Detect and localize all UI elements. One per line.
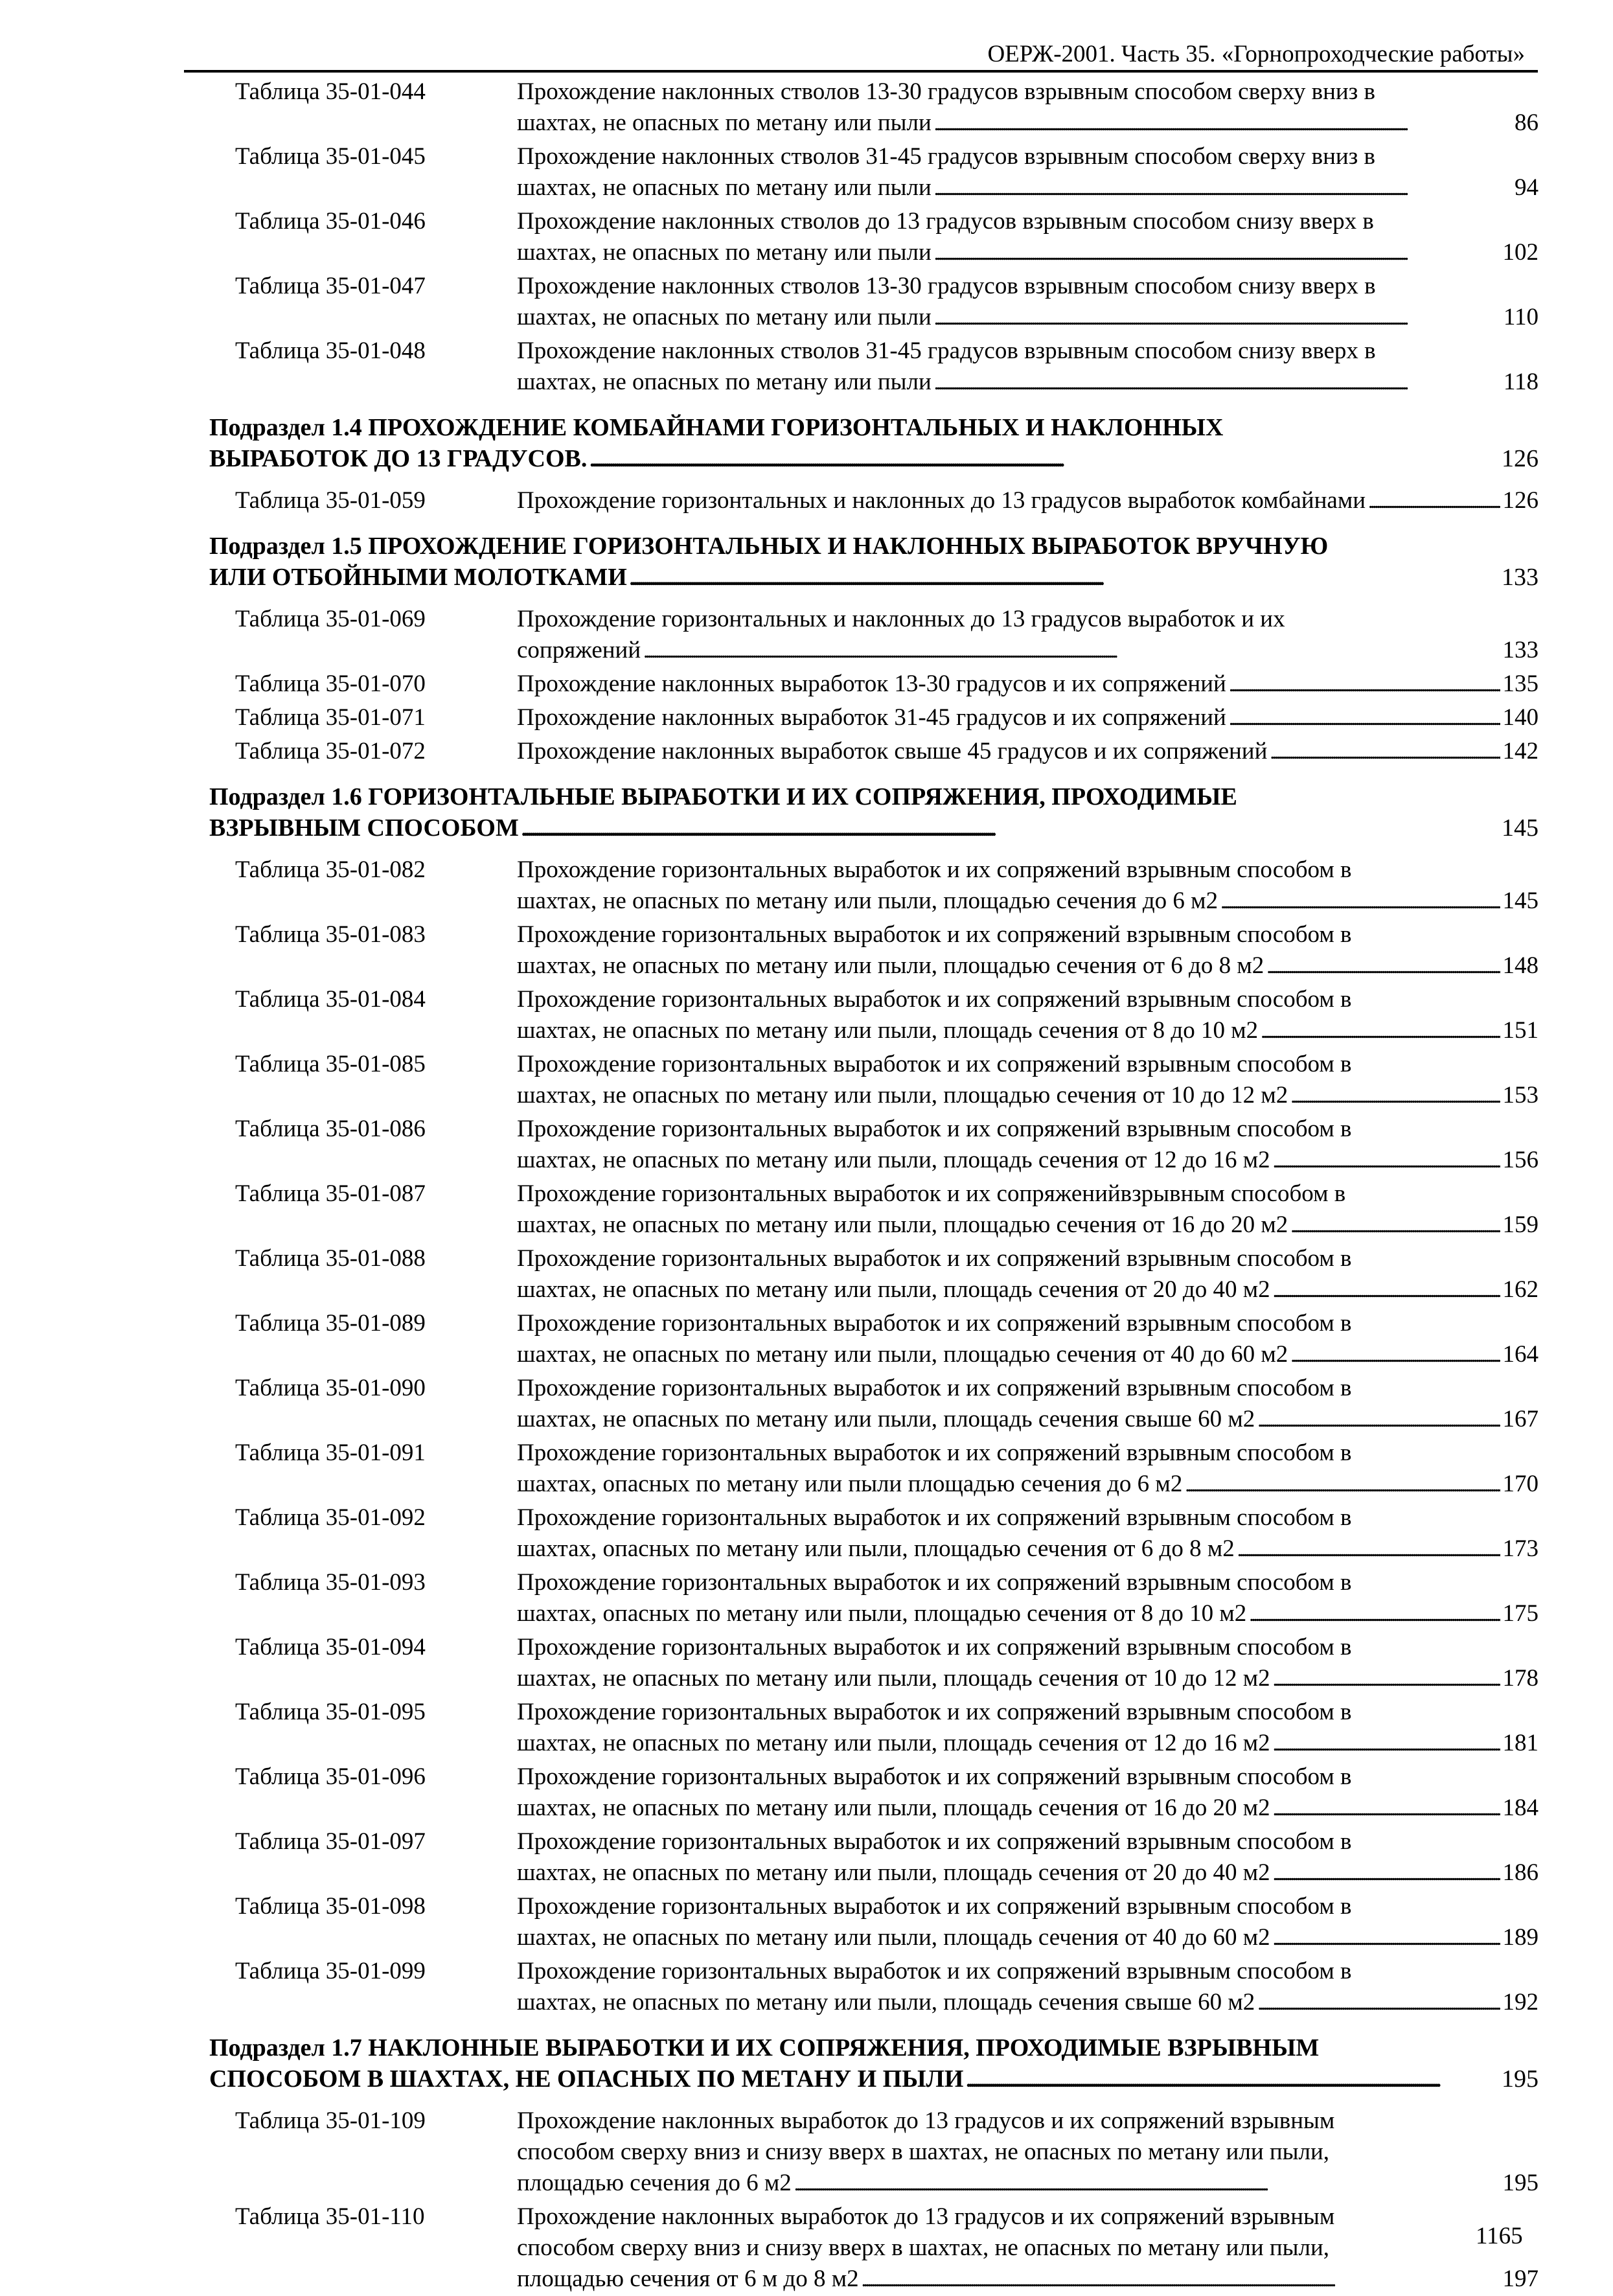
entry-title-line: Прохождение наклонных стволов до 13 градусов взрывным способом снизу вверх в [517, 208, 1374, 235]
toc-entry-link[interactable] [517, 1210, 1539, 1242]
entry-page-ref: 186 [1502, 1859, 1539, 1886]
entry-title-line: шахтах, не опасных по метану или пыли, площадь сечения свыше 60 м2 [517, 1406, 1255, 1432]
dot-leader [1185, 1469, 1500, 1501]
toc-entry-link[interactable] [517, 886, 1539, 918]
entry-title [517, 2201, 1539, 2296]
entry-title-line: Прохождение горизонтальных и наклонных до 13 градусов выработок комбайнами [517, 487, 1366, 514]
entry-title-line: Прохождение горизонтальных выработок и их сопряжений взрывным способом в [517, 986, 1352, 1013]
dot-leader [589, 443, 1499, 476]
entry-title [517, 1826, 1539, 1890]
table-code: Таблица 35-01-093 [235, 1569, 426, 1596]
entry-page-ref: 164 [1502, 1341, 1539, 1368]
toc-section [209, 412, 1539, 476]
toc-entry [209, 1178, 1539, 1242]
entry-page-ref: 184 [1502, 1795, 1539, 1821]
dot-leader [1220, 886, 1500, 918]
toc-entry-link[interactable] [517, 485, 1539, 518]
entry-title [517, 736, 1539, 768]
toc-entry [209, 1826, 1539, 1890]
running-title: ОЕРЖ-2001. Часть 35. «Горнопроходческие работы» [987, 41, 1525, 67]
toc-entry [209, 702, 1539, 735]
dot-leader [643, 635, 1500, 667]
entry-title [517, 1438, 1539, 1501]
entry-page-ref: 178 [1502, 1665, 1539, 1692]
toc-entry-link[interactable] [517, 1728, 1539, 1760]
entry-title [517, 1243, 1539, 1307]
toc-entry [209, 855, 1539, 918]
toc-entry-link[interactable] [517, 2168, 1539, 2200]
dot-leader [1290, 1339, 1500, 1372]
entry-page-ref: 142 [1502, 738, 1539, 764]
entry-page-ref: 110 [1503, 304, 1539, 330]
entry-title-line: шахтах, не опасных по метану или пыли [517, 304, 932, 330]
entry-title-line: шахтах, не опасных по метану или пыли, площадь сечения свыше 60 м2 [517, 1989, 1255, 2015]
entry-title-line: Прохождение наклонных выработок 13-30 градусов и их сопряжений [517, 671, 1226, 697]
section-title-line: ВЫРАБОТОК ДО 13 ГРАДУСОВ. [209, 445, 588, 472]
entry-title-line: шахтах, не опасных по метану или пыли, площадью сечения от 10 до 12 м2 [517, 1082, 1288, 1108]
entry-title-line: Прохождение горизонтальных выработок и их сопряжений взрывным способом в [517, 1958, 1352, 1984]
entry-title-line: Прохождение наклонных выработок свыше 45 градусов и их сопряжений [517, 738, 1268, 764]
toc-entry [209, 1502, 1539, 1566]
table-code: Таблица 35-01-046 [235, 208, 426, 235]
toc-entry [209, 2106, 1539, 2200]
toc-entry-link[interactable] [517, 1987, 1539, 2019]
section-title-line: Подраздел 1.5 ПРОХОЖДЕНИЕ ГОРИЗОНТАЛЬНЫХ И НАКЛОННЫХ ВЫРАБОТОК ВРУЧНУЮ [209, 533, 1329, 560]
toc-entry-link[interactable] [517, 302, 1539, 334]
toc-section-link[interactable] [209, 812, 1539, 845]
dot-leader [1249, 1598, 1500, 1631]
toc-entry-link[interactable] [517, 1274, 1539, 1307]
toc-entry-link[interactable] [517, 1015, 1539, 1048]
toc-section-link[interactable] [209, 2063, 1539, 2096]
section-page-ref: 145 [1502, 814, 1539, 842]
dot-leader [1257, 1987, 1500, 2019]
table-code: Таблица 35-01-089 [235, 1310, 426, 1337]
toc-entry-link[interactable] [517, 367, 1539, 399]
entry-title-line: Прохождение горизонтальных выработок и их сопряжений взрывным способом в [517, 1116, 1352, 1142]
entry-title-line: шахтах, не опасных по метану или пыли, площадь сечения от 16 до 20 м2 [517, 1795, 1270, 1821]
dot-leader [1368, 485, 1500, 518]
entry-title [517, 2106, 1539, 2200]
entry-title-line: Прохождение горизонтальных выработок и их сопряжений взрывным способом в [517, 1375, 1352, 1401]
dot-leader [934, 172, 1512, 205]
entry-title-line: Прохождение горизонтальных выработок и их сопряжений взрывным способом в [517, 1569, 1352, 1596]
toc-entry-link[interactable] [517, 1404, 1539, 1436]
entry-title [517, 76, 1539, 140]
entry-title-line: шахтах, не опасных по метану или пыли, площадь сечения от 10 до 12 м2 [517, 1665, 1270, 1692]
toc-entry-link[interactable] [517, 1857, 1539, 1890]
entry-title-line: Прохождение горизонтальных выработок и их сопряжений взрывным способом в [517, 1763, 1352, 1790]
entry-page-ref: 159 [1502, 1211, 1539, 1238]
entry-title-line: Прохождение наклонных стволов 13-30 градусов взрывным способом сверху вниз в [517, 78, 1376, 105]
dot-leader [1270, 736, 1500, 768]
running-header [184, 34, 1538, 73]
toc-entry [209, 669, 1539, 701]
entry-title [517, 1049, 1539, 1112]
entry-title-line: площадью сечения до 6 м2 [517, 2170, 792, 2196]
toc-entry [209, 206, 1539, 270]
table-code: Таблица 35-01-098 [235, 1893, 426, 1920]
entry-title-line: шахтах, не опасных по метану или пыли [517, 369, 932, 395]
entry-title-line: Прохождение горизонтальных выработок и их сопряжений взрывным способом в [517, 1828, 1352, 1855]
entry-title-line: шахтах, не опасных по метану или пыли, площадью сечения до 6 м2 [517, 888, 1218, 914]
dot-leader [934, 108, 1512, 140]
entry-page-ref: 197 [1502, 2266, 1539, 2292]
toc-entry-link[interactable] [517, 1080, 1539, 1112]
entry-title-line: шахтах, опасных по метану или пыли площадью сечения до 6 м2 [517, 1471, 1183, 1497]
dot-leader [1229, 669, 1500, 701]
table-code: Таблица 35-01-096 [235, 1763, 426, 1790]
entry-title-line: шахтах, не опасных по метану или пыли, площадью сечения от 40 до 60 м2 [517, 1341, 1288, 1368]
table-code: Таблица 35-01-069 [235, 606, 426, 632]
table-code: Таблица 35-01-092 [235, 1504, 426, 1531]
entry-title-line: площадью сечения от 6 м до 8 м2 [517, 2266, 859, 2292]
toc-entry-link[interactable] [517, 1339, 1539, 1372]
toc-entry [209, 919, 1539, 983]
toc-entry [209, 1891, 1539, 1955]
entry-page-ref: 167 [1502, 1406, 1539, 1432]
entry-title-line: шахтах, не опасных по метану или пыли, площадью сечения от 6 до 8 м2 [517, 952, 1264, 979]
entry-title-line: Прохождение горизонтальных выработок и их сопряжений взрывным способом в [517, 1893, 1352, 1920]
dot-leader [1273, 1663, 1500, 1695]
entry-title-line: Прохождение горизонтальных выработок и их сопряжений взрывным способом в [517, 856, 1352, 883]
toc-entry-link[interactable] [517, 1533, 1539, 1566]
toc-entry [209, 485, 1539, 518]
table-code: Таблица 35-01-045 [235, 143, 426, 170]
entry-title [517, 702, 1539, 735]
entry-title-line: Прохождение горизонтальных выработок и их сопряжений взрывным способом в [517, 1634, 1352, 1660]
entry-page-ref: 181 [1502, 1730, 1539, 1756]
entry-page-ref: 153 [1502, 1082, 1539, 1108]
section-title-line: Подраздел 1.4 ПРОХОЖДЕНИЕ КОМБАЙНАМИ ГОРИЗОНТАЛЬНЫХ И НАКЛОННЫХ [209, 414, 1224, 441]
entry-title-line: шахтах, не опасных по метану или пыли [517, 239, 932, 266]
table-code: Таблица 35-01-047 [235, 273, 426, 299]
entry-title-line: Прохождение горизонтальных выработок и их сопряженийвзрывным способом в [517, 1180, 1346, 1207]
entry-title-line: сопряжений [517, 637, 641, 663]
entry-title [517, 1956, 1539, 2019]
entry-page-ref: 126 [1502, 487, 1539, 514]
entry-page-ref: 175 [1502, 1600, 1539, 1627]
entry-page-ref: 118 [1503, 369, 1539, 395]
entry-title [517, 1502, 1539, 1566]
entry-title-line: шахтах, не опасных по метану или пыли, площадь сечения от 20 до 40 м2 [517, 1276, 1270, 1303]
dot-leader [934, 302, 1501, 334]
dot-leader [1257, 1404, 1500, 1436]
dot-leader [630, 562, 1499, 595]
table-code: Таблица 35-01-082 [235, 856, 426, 883]
entry-page-ref: 156 [1502, 1147, 1539, 1173]
entry-title-line: Прохождение наклонных стволов 13-30 градусов взрывным способом снизу вверх в [517, 273, 1376, 299]
entry-title-line: Прохождение горизонтальных и наклонных до 13 градусов выработок и их [517, 606, 1285, 632]
entry-title [517, 604, 1539, 667]
toc-entry [209, 1114, 1539, 1177]
entry-title-line: Прохождение наклонных выработок до 13 градусов и их сопряжений взрывным [517, 2203, 1335, 2230]
dot-leader [1273, 1274, 1500, 1307]
entry-title-line: способом сверху вниз и снизу вверх в шахтах, не опасных по метану или пыли, [517, 2139, 1330, 2165]
toc-entry-link[interactable] [517, 1469, 1539, 1501]
entry-title [517, 1632, 1539, 1695]
entry-title-line: шахтах, не опасных по метану или пыли [517, 109, 932, 136]
table-code: Таблица 35-01-071 [235, 704, 426, 731]
dot-leader [862, 2264, 1500, 2296]
entry-page-ref: 102 [1502, 239, 1539, 266]
entry-title [517, 1891, 1539, 1955]
toc-entry-link[interactable] [517, 1145, 1539, 1177]
table-code: Таблица 35-01-097 [235, 1828, 426, 1855]
section-page-ref: 133 [1502, 564, 1539, 591]
entry-page-ref: 170 [1502, 1471, 1539, 1497]
entry-title-line: шахтах, опасных по метану или пыли, площадью сечения от 6 до 8 м2 [517, 1535, 1235, 1562]
dot-leader [1261, 1015, 1500, 1048]
entry-title-line: способом сверху вниз и снизу вверх в шахтах, не опасных по метану или пыли, [517, 2234, 1330, 2261]
toc-entry [209, 1438, 1539, 1501]
toc-entry-link[interactable] [517, 237, 1539, 270]
toc-section [209, 781, 1539, 845]
entry-page-ref: 162 [1502, 1276, 1539, 1303]
table-code: Таблица 35-01-109 [235, 2107, 426, 2134]
table-code: Таблица 35-01-088 [235, 1245, 426, 1272]
entry-page-ref: 140 [1502, 704, 1539, 731]
entry-title [517, 855, 1539, 918]
table-code: Таблица 35-01-048 [235, 338, 426, 364]
toc-entry [209, 1243, 1539, 1307]
toc-section [209, 2032, 1539, 2096]
toc-entry [209, 76, 1539, 140]
table-code: Таблица 35-01-087 [235, 1180, 426, 1207]
toc-entry-link[interactable] [517, 702, 1539, 735]
entry-title-line: Прохождение горизонтальных выработок и их сопряжений взрывным способом в [517, 1245, 1352, 1272]
entry-title-line: Прохождение наклонных стволов 31-45 градусов взрывным способом снизу вверх в [517, 338, 1376, 364]
toc-entry-link[interactable] [517, 669, 1539, 701]
entry-title [517, 1697, 1539, 1760]
entry-title [517, 485, 1539, 518]
dot-leader [1273, 1145, 1500, 1177]
table-code: Таблица 35-01-070 [235, 671, 426, 697]
toc-section-link[interactable] [209, 443, 1539, 476]
entry-page-ref: 135 [1502, 671, 1539, 697]
entry-page-ref: 86 [1515, 109, 1539, 136]
toc-section [209, 531, 1539, 595]
entry-title [517, 669, 1539, 701]
toc-entry-link[interactable] [517, 736, 1539, 768]
toc-entry [209, 604, 1539, 667]
toc-entry [209, 984, 1539, 1048]
entry-page-ref: 173 [1502, 1535, 1539, 1562]
dot-leader [1229, 702, 1500, 735]
table-code: Таблица 35-01-099 [235, 1958, 426, 1984]
dot-leader [1273, 1728, 1500, 1760]
entry-title-line: шахтах, не опасных по метану или пыли [517, 174, 932, 201]
toc-entry-link[interactable] [517, 1922, 1539, 1955]
entry-title [517, 1114, 1539, 1177]
table-of-contents [209, 76, 1539, 2296]
table-code: Таблица 35-01-090 [235, 1375, 426, 1401]
section-title-line: Подраздел 1.7 НАКЛОННЫЕ ВЫРАБОТКИ И ИХ СОПРЯЖЕНИЯ, ПРОХОДИМЫЕ ВЗРЫВНЫМ [209, 2034, 1320, 2061]
page-number: 1165 [1476, 2223, 1523, 2249]
entry-title [517, 141, 1539, 205]
table-code: Таблица 35-01-085 [235, 1051, 426, 1077]
toc-entry-link[interactable] [517, 172, 1539, 205]
entry-title-line: шахтах, не опасных по метану или пыли, площадью сечения от 16 до 20 м2 [517, 1211, 1288, 1238]
toc-entry-link[interactable] [517, 1793, 1539, 1825]
entry-page-ref: 145 [1502, 888, 1539, 914]
entry-page-ref: 148 [1502, 952, 1539, 979]
dot-leader [1266, 950, 1500, 983]
table-code: Таблица 35-01-084 [235, 986, 426, 1013]
entry-title [517, 1308, 1539, 1372]
entry-title-line: Прохождение горизонтальных выработок и их сопряжений взрывным способом в [517, 1504, 1352, 1531]
entry-page-ref: 94 [1515, 174, 1539, 201]
section-title-line: СПОСОБОМ В ШАХТАХ, НЕ ОПАСНЫХ ПО МЕТАНУ И ПЫЛИ [209, 2065, 964, 2093]
toc-section-link[interactable] [209, 562, 1539, 595]
entry-page-ref: 195 [1502, 2170, 1539, 2196]
table-code: Таблица 35-01-094 [235, 1634, 426, 1660]
entry-title-line: шахтах, не опасных по метану или пыли, площадь сечения от 20 до 40 м2 [517, 1859, 1270, 1886]
dot-leader [1290, 1080, 1500, 1112]
dot-leader [1237, 1533, 1500, 1566]
dot-leader [521, 812, 1499, 845]
entry-title [517, 336, 1539, 399]
table-code: Таблица 35-01-059 [235, 487, 426, 514]
entry-title-line: Прохождение горизонтальных выработок и их сопряжений взрывным способом в [517, 1310, 1352, 1337]
entry-title [517, 1373, 1539, 1436]
entry-page-ref: 133 [1502, 637, 1539, 663]
toc-entry-link[interactable] [517, 2264, 1539, 2296]
dot-leader [1273, 1922, 1500, 1955]
dot-leader [1273, 1857, 1500, 1890]
toc-entry [209, 1697, 1539, 1760]
toc-entry [209, 1632, 1539, 1695]
toc-entry [209, 1762, 1539, 1825]
entry-title [517, 1178, 1539, 1242]
section-page-ref: 195 [1502, 2065, 1539, 2093]
toc-entry [209, 271, 1539, 334]
entry-title-line: Прохождение наклонных выработок 31-45 градусов и их сопряжений [517, 704, 1226, 731]
section-title-line: ВЗРЫВНЫМ СПОСОБОМ [209, 814, 519, 842]
entry-title-line: шахтах, опасных по метану или пыли, площадью сечения от 8 до 10 м2 [517, 1600, 1247, 1627]
entry-page-ref: 192 [1502, 1989, 1539, 2015]
entry-title [517, 984, 1539, 1048]
table-code: Таблица 35-01-072 [235, 738, 426, 764]
section-title-line: ИЛИ ОТБОЙНЫМИ МОЛОТКАМИ [209, 564, 627, 591]
toc-entry [209, 141, 1539, 205]
toc-entry-link[interactable] [517, 635, 1539, 667]
toc-entry [209, 1956, 1539, 2019]
dot-leader [1290, 1210, 1500, 1242]
toc-entry-link[interactable] [517, 1663, 1539, 1695]
entry-title [517, 206, 1539, 270]
toc-entry [209, 2201, 1539, 2296]
dot-leader [934, 237, 1500, 270]
entry-title-line: Прохождение наклонных стволов 31-45 градусов взрывным способом сверху вниз в [517, 143, 1376, 170]
table-code: Таблица 35-01-095 [235, 1699, 426, 1725]
entry-title-line: шахтах, не опасных по метану или пыли, площадь сечения от 12 до 16 м2 [517, 1730, 1270, 1756]
toc-entry-link[interactable] [517, 1598, 1539, 1631]
entry-title-line: шахтах, не опасных по метану или пыли, площадь сечения от 8 до 10 м2 [517, 1017, 1259, 1044]
toc-entry [209, 1049, 1539, 1112]
entry-title [517, 1762, 1539, 1825]
entry-title-line: шахтах, не опасных по метану или пыли, площадь сечения от 12 до 16 м2 [517, 1147, 1270, 1173]
table-code: Таблица 35-01-110 [235, 2203, 425, 2230]
toc-entry [209, 1308, 1539, 1372]
toc-entry [209, 736, 1539, 768]
dot-leader [934, 367, 1501, 399]
toc-entry-link[interactable] [517, 950, 1539, 983]
entry-title [517, 919, 1539, 983]
entry-title [517, 271, 1539, 334]
table-code: Таблица 35-01-091 [235, 1440, 426, 1466]
table-code: Таблица 35-01-086 [235, 1116, 426, 1142]
entry-title-line: шахтах, не опасных по метану или пыли, площадь сечения от 40 до 60 м2 [517, 1924, 1270, 1951]
table-code: Таблица 35-01-044 [235, 78, 426, 105]
table-code: Таблица 35-01-083 [235, 921, 426, 948]
section-title-line: Подраздел 1.6 ГОРИЗОНТАЛЬНЫЕ ВЫРАБОТКИ И ИХ СОПРЯЖЕНИЯ, ПРОХОДИМЫЕ [209, 783, 1237, 810]
entry-title [517, 1567, 1539, 1631]
entry-title-line: Прохождение горизонтальных выработок и их сопряжений взрывным способом в [517, 1440, 1352, 1466]
toc-entry [209, 1567, 1539, 1631]
toc-entry-link[interactable] [517, 108, 1539, 140]
toc-entry [209, 336, 1539, 399]
dot-leader [966, 2063, 1499, 2096]
dot-leader [1273, 1793, 1500, 1825]
entry-title-line: Прохождение наклонных выработок до 13 градусов и их сопряжений взрывным [517, 2107, 1335, 2134]
toc-entry [209, 1373, 1539, 1436]
entry-page-ref: 189 [1502, 1924, 1539, 1951]
entry-title-line: Прохождение горизонтальных выработок и их сопряжений взрывным способом в [517, 1051, 1352, 1077]
section-page-ref: 126 [1502, 445, 1539, 472]
dot-leader [794, 2168, 1500, 2200]
entry-title-line: Прохождение горизонтальных выработок и их сопряжений взрывным способом в [517, 1699, 1352, 1725]
entry-page-ref: 151 [1502, 1017, 1539, 1044]
entry-title-line: Прохождение горизонтальных выработок и их сопряжений взрывным способом в [517, 921, 1352, 948]
